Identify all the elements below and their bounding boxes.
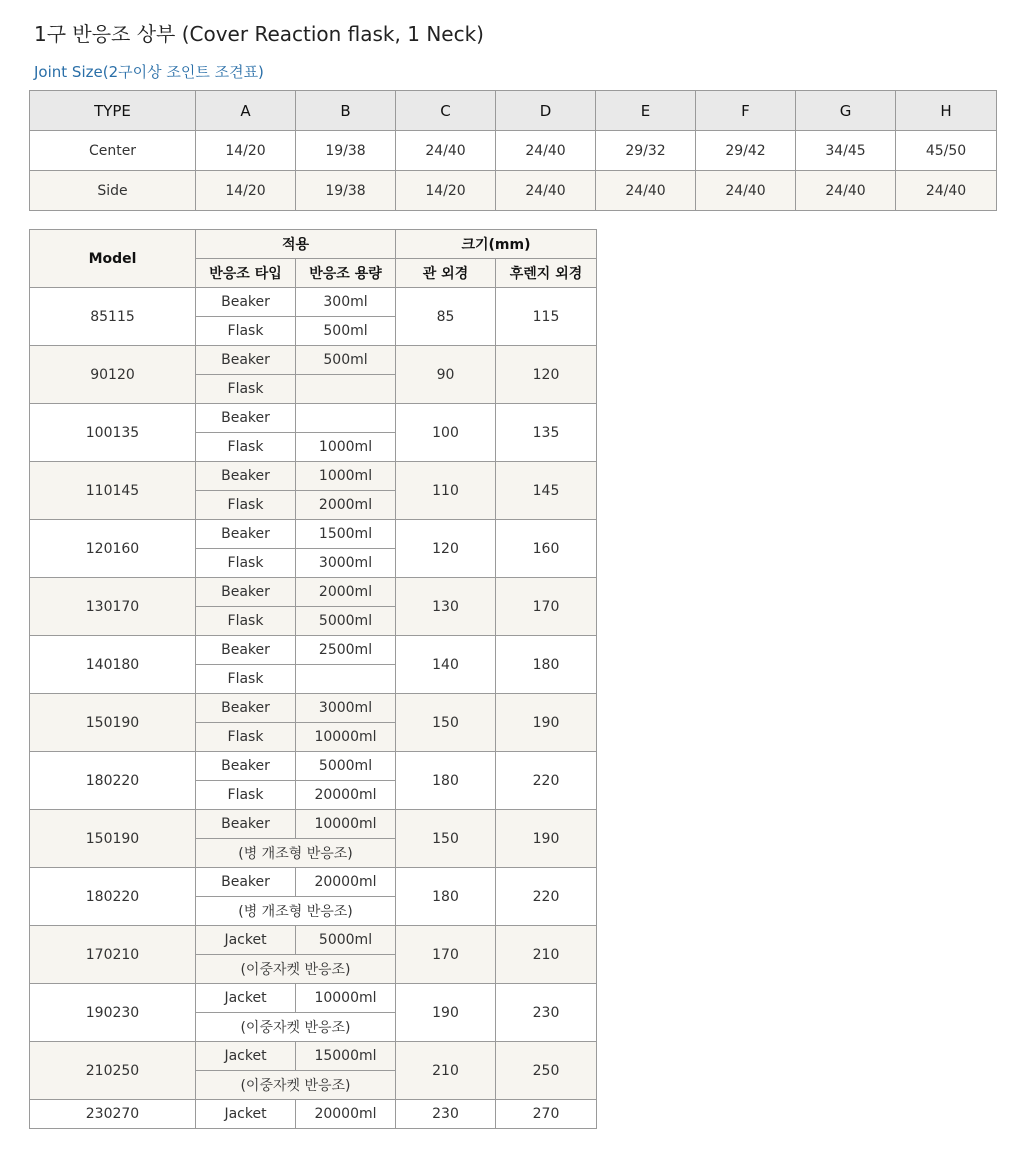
table-row bbox=[30, 1042, 597, 1071]
reactor-capacity bbox=[296, 665, 396, 694]
row-label: Center bbox=[30, 131, 196, 171]
reactor-type: Beaker bbox=[196, 752, 296, 781]
model-group bbox=[30, 984, 597, 1042]
col-header-application: 적용 bbox=[196, 230, 396, 259]
table-row bbox=[30, 404, 597, 433]
tube-od: 190 bbox=[396, 984, 496, 1042]
column-header: D bbox=[496, 91, 596, 131]
table-cell: 24/40 bbox=[696, 171, 796, 211]
page-title: 1구 반응조 상부 (Cover Reaction flask, 1 Neck) bbox=[34, 22, 484, 46]
model-number: 210250 bbox=[30, 1042, 196, 1100]
model-group bbox=[30, 694, 597, 752]
tube-od: 130 bbox=[396, 578, 496, 636]
tube-od: 180 bbox=[396, 868, 496, 926]
model-group bbox=[30, 288, 597, 346]
model-number: 150190 bbox=[30, 810, 196, 868]
reactor-capacity: 10000ml bbox=[296, 984, 396, 1013]
reactor-capacity: 1000ml bbox=[296, 433, 396, 462]
flange-od: 180 bbox=[496, 636, 597, 694]
flange-od: 250 bbox=[496, 1042, 597, 1100]
model-group bbox=[30, 1042, 597, 1100]
model-number: 120160 bbox=[30, 520, 196, 578]
reactor-capacity: 5000ml bbox=[296, 752, 396, 781]
table-cell: 29/32 bbox=[596, 131, 696, 171]
model-number: 230270 bbox=[30, 1100, 196, 1129]
reactor-type: Flask bbox=[196, 375, 296, 404]
flange-od: 230 bbox=[496, 984, 597, 1042]
flange-od: 160 bbox=[496, 520, 597, 578]
flange-od: 270 bbox=[496, 1100, 597, 1129]
table-row bbox=[30, 131, 997, 171]
reactor-note: (이중자켓 반응조) bbox=[196, 955, 396, 984]
table-cell: 14/20 bbox=[396, 171, 496, 211]
model-group bbox=[30, 752, 597, 810]
row-label: Side bbox=[30, 171, 196, 211]
col-header-tube-od: 관 외경 bbox=[396, 259, 496, 288]
model-group bbox=[30, 404, 597, 462]
model-number: 100135 bbox=[30, 404, 196, 462]
flange-od: 190 bbox=[496, 810, 597, 868]
table-cell: 24/40 bbox=[796, 171, 896, 211]
tube-od: 210 bbox=[396, 1042, 496, 1100]
col-header-reactor-type: 반응조 타입 bbox=[196, 259, 296, 288]
reactor-type: Beaker bbox=[196, 404, 296, 433]
table-row bbox=[30, 171, 997, 211]
reactor-capacity: 15000ml bbox=[296, 1042, 396, 1071]
table-row bbox=[30, 346, 597, 375]
col-header-reactor-capacity: 반응조 용량 bbox=[296, 259, 396, 288]
reactor-type: Jacket bbox=[196, 1100, 296, 1129]
model-group bbox=[30, 810, 597, 868]
tube-od: 150 bbox=[396, 810, 496, 868]
reactor-type: Flask bbox=[196, 433, 296, 462]
column-header: H bbox=[896, 91, 997, 131]
reactor-capacity: 3000ml bbox=[296, 694, 396, 723]
reactor-capacity: 500ml bbox=[296, 346, 396, 375]
reactor-capacity: 5000ml bbox=[296, 926, 396, 955]
model-number: 180220 bbox=[30, 752, 196, 810]
reactor-capacity: 5000ml bbox=[296, 607, 396, 636]
model-number: 150190 bbox=[30, 694, 196, 752]
tube-od: 180 bbox=[396, 752, 496, 810]
reactor-note: (이중자켓 반응조) bbox=[196, 1013, 396, 1042]
model-spec-table bbox=[29, 229, 597, 1129]
reactor-type: Flask bbox=[196, 607, 296, 636]
model-number: 190230 bbox=[30, 984, 196, 1042]
reactor-capacity bbox=[296, 404, 396, 433]
col-header-model: Model bbox=[30, 230, 196, 288]
model-group bbox=[30, 578, 597, 636]
reactor-type: Flask bbox=[196, 723, 296, 752]
tube-od: 170 bbox=[396, 926, 496, 984]
model-group bbox=[30, 346, 597, 404]
reactor-type: Beaker bbox=[196, 462, 296, 491]
reactor-capacity: 10000ml bbox=[296, 810, 396, 839]
table-cell: 24/40 bbox=[496, 131, 596, 171]
table-row bbox=[30, 578, 597, 607]
model-number: 140180 bbox=[30, 636, 196, 694]
reactor-capacity: 20000ml bbox=[296, 1100, 396, 1129]
column-header: F bbox=[696, 91, 796, 131]
reactor-capacity: 10000ml bbox=[296, 723, 396, 752]
reactor-capacity: 1500ml bbox=[296, 520, 396, 549]
table-cell: 29/42 bbox=[696, 131, 796, 171]
column-header: A bbox=[196, 91, 296, 131]
reactor-capacity: 20000ml bbox=[296, 868, 396, 897]
reactor-type: Beaker bbox=[196, 288, 296, 317]
table-row bbox=[30, 694, 597, 723]
reactor-type: Flask bbox=[196, 491, 296, 520]
table-row bbox=[30, 868, 597, 897]
table-row bbox=[30, 520, 597, 549]
tube-od: 100 bbox=[396, 404, 496, 462]
reactor-type: Beaker bbox=[196, 810, 296, 839]
table-cell: 19/38 bbox=[296, 171, 396, 211]
table-row bbox=[30, 984, 597, 1013]
model-group bbox=[30, 636, 597, 694]
column-header: B bbox=[296, 91, 396, 131]
model-number: 85115 bbox=[30, 288, 196, 346]
reactor-capacity: 2500ml bbox=[296, 636, 396, 665]
reactor-type: Beaker bbox=[196, 636, 296, 665]
model-group bbox=[30, 520, 597, 578]
column-header: C bbox=[396, 91, 496, 131]
reactor-type: Flask bbox=[196, 317, 296, 346]
reactor-capacity: 500ml bbox=[296, 317, 396, 346]
table-cell: 14/20 bbox=[196, 171, 296, 211]
table-row bbox=[30, 926, 597, 955]
model-number: 130170 bbox=[30, 578, 196, 636]
tube-od: 140 bbox=[396, 636, 496, 694]
column-header: G bbox=[796, 91, 896, 131]
column-header: TYPE bbox=[30, 91, 196, 131]
model-number: 110145 bbox=[30, 462, 196, 520]
reactor-capacity bbox=[296, 375, 396, 404]
table-cell: 24/40 bbox=[596, 171, 696, 211]
flange-od: 190 bbox=[496, 694, 597, 752]
reactor-type: Jacket bbox=[196, 1042, 296, 1071]
flange-od: 120 bbox=[496, 346, 597, 404]
reactor-type: Flask bbox=[196, 665, 296, 694]
column-header: E bbox=[596, 91, 696, 131]
reactor-type: Jacket bbox=[196, 926, 296, 955]
reactor-type: Flask bbox=[196, 549, 296, 578]
reactor-capacity: 3000ml bbox=[296, 549, 396, 578]
reactor-type: Beaker bbox=[196, 578, 296, 607]
tube-od: 120 bbox=[396, 520, 496, 578]
reactor-type: Beaker bbox=[196, 868, 296, 897]
tube-od: 150 bbox=[396, 694, 496, 752]
table-row bbox=[30, 288, 597, 317]
reactor-capacity: 2000ml bbox=[296, 578, 396, 607]
table-row bbox=[30, 1100, 597, 1129]
reactor-capacity: 20000ml bbox=[296, 781, 396, 810]
joint-size-subtitle: Joint Size(2구이상 조인트 조견표) bbox=[34, 63, 264, 81]
reactor-type: Jacket bbox=[196, 984, 296, 1013]
reactor-type: Flask bbox=[196, 781, 296, 810]
model-number: 90120 bbox=[30, 346, 196, 404]
model-number: 170210 bbox=[30, 926, 196, 984]
reactor-note: (이중자켓 반응조) bbox=[196, 1071, 396, 1100]
reactor-note: (병 개조형 반응조) bbox=[196, 897, 396, 926]
model-group bbox=[30, 462, 597, 520]
col-header-flange-od: 후렌지 외경 bbox=[496, 259, 597, 288]
model-group bbox=[30, 1100, 597, 1129]
reactor-type: Beaker bbox=[196, 346, 296, 375]
reactor-capacity: 2000ml bbox=[296, 491, 396, 520]
flange-od: 115 bbox=[496, 288, 597, 346]
table-row bbox=[30, 636, 597, 665]
col-header-size: 크기(mm) bbox=[396, 230, 597, 259]
reactor-capacity: 300ml bbox=[296, 288, 396, 317]
reactor-capacity: 1000ml bbox=[296, 462, 396, 491]
table-cell: 14/20 bbox=[196, 131, 296, 171]
flange-od: 170 bbox=[496, 578, 597, 636]
flange-od: 210 bbox=[496, 926, 597, 984]
reactor-type: Beaker bbox=[196, 520, 296, 549]
table-header-row bbox=[30, 91, 997, 131]
model-group bbox=[30, 868, 597, 926]
tube-od: 85 bbox=[396, 288, 496, 346]
table-row bbox=[30, 752, 597, 781]
tube-od: 230 bbox=[396, 1100, 496, 1129]
model-group bbox=[30, 926, 597, 984]
table-row bbox=[30, 810, 597, 839]
flange-od: 135 bbox=[496, 404, 597, 462]
table-cell: 24/40 bbox=[396, 131, 496, 171]
joint-size-table bbox=[29, 90, 997, 211]
table-cell: 19/38 bbox=[296, 131, 396, 171]
table-row bbox=[30, 462, 597, 491]
tube-od: 90 bbox=[396, 346, 496, 404]
table-cell: 24/40 bbox=[496, 171, 596, 211]
flange-od: 220 bbox=[496, 868, 597, 926]
table-cell: 45/50 bbox=[896, 131, 997, 171]
reactor-type: Beaker bbox=[196, 694, 296, 723]
reactor-note: (병 개조형 반응조) bbox=[196, 839, 396, 868]
model-number: 180220 bbox=[30, 868, 196, 926]
table-cell: 34/45 bbox=[796, 131, 896, 171]
flange-od: 220 bbox=[496, 752, 597, 810]
table-header-row bbox=[30, 230, 597, 259]
tube-od: 110 bbox=[396, 462, 496, 520]
table-cell: 24/40 bbox=[896, 171, 997, 211]
flange-od: 145 bbox=[496, 462, 597, 520]
